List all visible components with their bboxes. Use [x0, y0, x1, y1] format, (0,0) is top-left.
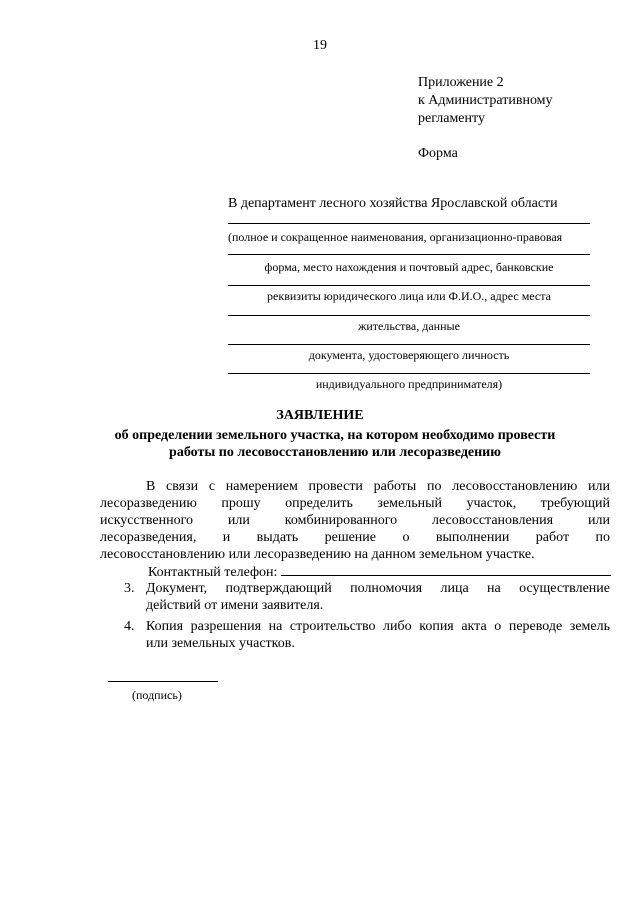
list-item-line: или земельных участков. — [146, 636, 295, 651]
paragraph-line: лесоразведению прошу определить земельный участок, требующий — [100, 496, 610, 511]
applicant-hint: документа, удостоверяющего личность — [308, 348, 510, 362]
applicant-hint: (полное и сокращенное наименования, организационно-правовая — [228, 230, 563, 244]
form-label: Форма — [418, 146, 458, 161]
annex-line: регламенту — [418, 111, 485, 126]
paragraph-line: лесоразведения, и выдать решение о выполнении работ по — [100, 530, 610, 545]
signature-line[interactable] — [108, 681, 218, 682]
applicant-field-line[interactable] — [228, 254, 590, 255]
contact-phone-label: Контактный телефон: — [148, 565, 278, 580]
addressee: В департамент лесного хозяйства Ярославской области — [228, 196, 558, 211]
list-item-number: 4. — [124, 619, 135, 634]
applicant-hint: реквизиты юридического лица или Ф.И.О., адрес места — [267, 289, 551, 303]
applicant-field-line[interactable] — [228, 285, 590, 286]
signature-label: (подпись) — [132, 688, 182, 702]
applicant-field-line[interactable] — [228, 223, 590, 224]
applicant-hint: индивидуального предпринимателя) — [315, 377, 503, 391]
applicant-hint: жительства, данные — [358, 319, 460, 333]
applicant-field-line[interactable] — [228, 373, 590, 374]
paragraph-line: искусственного или комбинированного лесовосстановления или — [100, 513, 610, 528]
document-subtitle — [100, 427, 570, 461]
annex-line: к Административному — [418, 93, 553, 108]
request-paragraph — [100, 478, 610, 563]
list-item-line: Документ, подтверждающий полномочия лица на осуществление — [146, 581, 610, 596]
document-title: ЗАЯВЛЕНИЕ — [276, 408, 364, 423]
page-number: 19 — [313, 38, 327, 53]
list-item-number: 3. — [124, 581, 135, 596]
subtitle-line: работы по лесовосстановлению или лесоразведению — [169, 445, 501, 460]
contact-phone-row — [148, 563, 611, 581]
applicant-field-line[interactable] — [228, 344, 590, 345]
paragraph-line: В связи с намерением провести работы по лесовосстановлению или — [146, 479, 610, 494]
applicant-hint: форма, место нахождения и почтовый адрес, банковские — [264, 260, 554, 274]
subtitle-line: об определении земельного участка, на котором необходимо провести — [114, 428, 556, 443]
list-item-line: Копия разрешения на строительство либо копия акта о переводе земель — [146, 619, 610, 634]
contact-phone-field[interactable] — [281, 563, 611, 576]
annex-line: Приложение 2 — [418, 75, 504, 90]
paragraph-line: лесовосстановлению или лесоразведению на данном земельном участке. — [100, 547, 535, 562]
list-item-line: действий от имени заявителя. — [146, 598, 324, 613]
annex-block — [418, 74, 628, 128]
applicant-field-line[interactable] — [228, 315, 590, 316]
